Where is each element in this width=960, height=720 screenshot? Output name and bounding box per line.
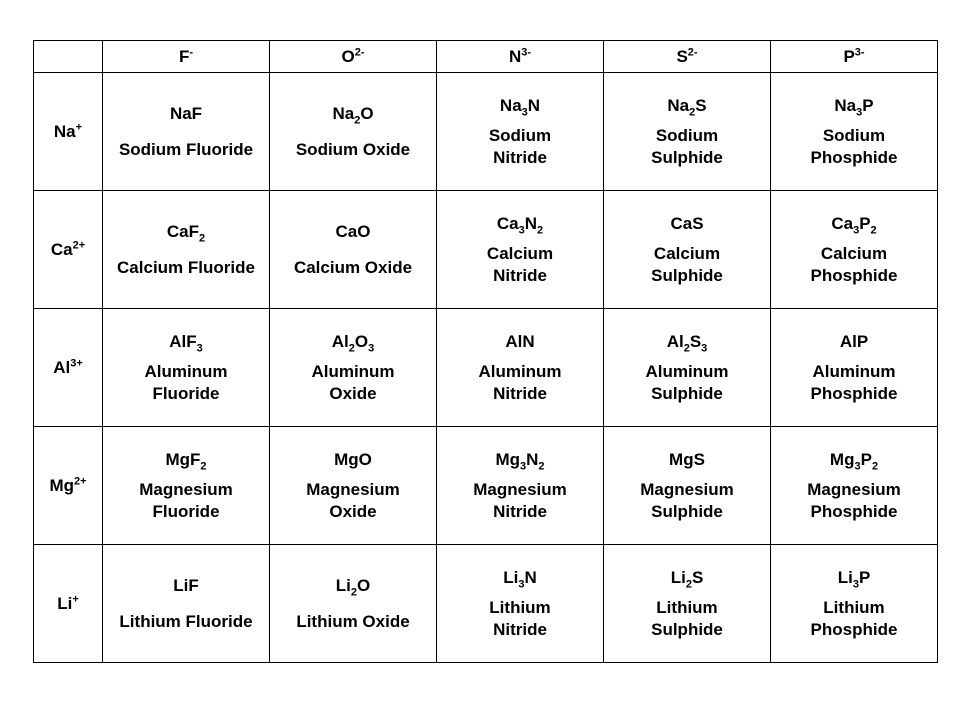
compound-formula	[336, 221, 371, 243]
element-symbol: Mg	[334, 449, 359, 469]
compound-formula	[830, 449, 878, 471]
compound-name-line: Nitride	[493, 265, 547, 285]
element-subscript: 3	[520, 459, 527, 472]
header-row	[34, 41, 938, 73]
element-symbol: Ca	[831, 213, 854, 233]
element-symbol: P	[856, 331, 869, 351]
compound-name-line: Sodium Oxide	[295, 139, 411, 159]
compound-name-line: Sulphide	[651, 147, 723, 167]
element-symbol: Al	[331, 331, 349, 351]
compound-formula	[334, 449, 372, 471]
compound-formula	[840, 331, 868, 353]
element-symbol: Mg	[495, 449, 520, 469]
compound-cell	[771, 191, 938, 309]
compound-name-line: Nitride	[493, 383, 547, 403]
cation-charge: +	[72, 592, 79, 605]
element-subscript: 2	[689, 105, 696, 118]
compound-name	[489, 597, 550, 641]
compound-cell	[437, 309, 604, 427]
compound-formula	[336, 575, 370, 597]
compound-cell	[437, 545, 604, 663]
element-symbol: Na	[499, 95, 522, 115]
compound-formula	[495, 449, 544, 471]
element-symbol: N	[526, 449, 539, 469]
compound-name-line: Calcium Fluoride	[117, 257, 255, 277]
compound-name-line: Fluoride	[152, 383, 220, 403]
cation-symbol: Na	[53, 121, 76, 141]
compound-name	[487, 243, 553, 287]
element-symbol: S	[689, 331, 702, 351]
compound-cell	[270, 73, 437, 191]
cation-header	[34, 545, 103, 663]
cation-symbol: Al	[53, 357, 71, 377]
element-symbol: Li	[837, 567, 853, 587]
compound-name-line: Aluminum	[311, 361, 395, 381]
element-subscript: 2	[200, 459, 207, 472]
element-symbol: Ca	[670, 213, 693, 233]
compound-cell	[604, 309, 771, 427]
compound-formula	[671, 567, 704, 589]
compound-name-line: Aluminum	[144, 361, 228, 381]
element-symbol: Al	[505, 331, 523, 351]
element-symbol: F	[188, 575, 199, 595]
cation-charge: 2+	[74, 474, 87, 487]
compound-name	[294, 257, 412, 279]
element-subscript: 3	[518, 577, 525, 590]
compound-row	[34, 191, 938, 309]
element-symbol: Li	[503, 567, 519, 587]
anion-header	[270, 41, 437, 73]
compound-formula	[669, 449, 705, 471]
anion-header	[604, 41, 771, 73]
element-subscript: 3	[852, 577, 859, 590]
compound-name-line: Calcium Oxide	[293, 257, 413, 277]
cation-symbol: Mg	[49, 475, 74, 495]
compound-cell	[771, 309, 938, 427]
compound-name-line: Lithium Fluoride	[119, 611, 253, 631]
compound-name-line: Sodium Fluoride	[118, 139, 254, 159]
compound-name-line: Nitride	[493, 619, 547, 639]
element-symbol: Na	[834, 95, 857, 115]
element-subscript: 2	[871, 459, 879, 472]
compound-name-line: Magnesium	[807, 479, 901, 499]
compound-formula	[165, 449, 206, 471]
compound-formula	[838, 567, 871, 589]
element-subscript: 2	[350, 585, 357, 598]
element-symbol: Ca	[335, 221, 358, 241]
element-symbol: N	[524, 567, 537, 587]
element-symbol: Al	[169, 331, 187, 351]
table-body	[34, 41, 938, 663]
element-subscript: 2	[348, 341, 355, 354]
compound-name	[645, 361, 728, 405]
compound-name-line: Sodium	[822, 125, 886, 145]
compound-name-line: Sulphide	[651, 383, 723, 403]
compound-name-line: Oxide	[329, 501, 377, 521]
compound-name-line: Lithium	[656, 597, 718, 617]
compound-name-line: Aluminum	[812, 361, 896, 381]
compound-formula	[169, 331, 203, 353]
compound-cell	[437, 191, 604, 309]
element-symbol: O	[354, 331, 369, 351]
element-subscript: 3	[521, 105, 528, 118]
element-symbol: Mg	[829, 449, 855, 469]
compound-cell	[270, 309, 437, 427]
element-symbol: Al	[839, 331, 857, 351]
compound-cell	[604, 73, 771, 191]
element-symbol: Li	[670, 567, 686, 587]
compound-name	[296, 139, 410, 161]
anion-header	[103, 41, 270, 73]
compound-formula	[505, 331, 534, 353]
element-subscript: 3	[196, 341, 203, 354]
compound-formula	[332, 331, 374, 353]
compound-name	[811, 361, 898, 405]
element-symbol: O	[360, 103, 374, 123]
compound-name	[473, 479, 567, 523]
element-subscript: 2	[683, 341, 690, 354]
anion-header	[437, 41, 604, 73]
element-symbol: Li	[335, 575, 351, 595]
compound-name	[651, 125, 723, 169]
compound-name-line: Sodium	[655, 125, 719, 145]
anion-charge: 3-	[854, 45, 865, 58]
cation-symbol: Li	[57, 593, 73, 613]
element-subscript: 2	[870, 223, 877, 236]
element-symbol: N	[524, 213, 537, 233]
element-symbol: F	[186, 331, 197, 351]
compound-name-line: Sulphide	[651, 501, 723, 521]
compound-name-line: Magnesium	[306, 479, 400, 499]
cation-charge: 3+	[70, 356, 83, 369]
compound-cell	[103, 73, 270, 191]
element-subscript: 3	[368, 341, 375, 354]
compound-cell	[270, 545, 437, 663]
compound-name-line: Sulphide	[651, 619, 723, 639]
compound-cell	[771, 73, 938, 191]
element-symbol: S	[695, 95, 707, 115]
element-symbol: Li	[173, 575, 189, 595]
compound-name-line: Magnesium	[640, 479, 734, 499]
compound-name-line: Magnesium	[473, 479, 567, 499]
anion-symbol: S	[676, 46, 688, 66]
corner-cell	[34, 41, 103, 73]
element-symbol: Ca	[496, 213, 519, 233]
element-symbol: Mg	[165, 449, 191, 469]
compound-name	[144, 361, 227, 405]
compound-row	[34, 427, 938, 545]
compound-cell	[437, 427, 604, 545]
cation-header	[34, 309, 103, 427]
compound-name	[807, 479, 901, 523]
element-symbol: Mg	[669, 449, 694, 469]
compound-name-line: Aluminum	[645, 361, 729, 381]
compound-cell	[103, 545, 270, 663]
compound-name-line: Phosphide	[810, 619, 898, 639]
compound-row	[34, 309, 938, 427]
element-symbol: P	[858, 567, 871, 587]
compound-name	[139, 479, 233, 523]
element-symbol: P	[862, 95, 874, 115]
compound-cell	[771, 545, 938, 663]
compound-name-line: Phosphide	[810, 265, 898, 285]
element-symbol: N	[522, 331, 535, 351]
ionic-compounds-table	[33, 40, 938, 663]
compound-formula	[831, 213, 876, 235]
compound-formula	[173, 575, 199, 597]
anion-symbol: F	[178, 46, 190, 66]
anion-charge: 2-	[687, 45, 698, 58]
element-symbol: S	[692, 213, 704, 233]
compound-row	[34, 545, 938, 663]
compound-name-line: Magnesium	[139, 479, 233, 499]
compound-name-line: Calcium	[653, 243, 721, 263]
compound-name-line: Aluminum	[478, 361, 562, 381]
compound-cell	[270, 427, 437, 545]
compound-name-line: Lithium Oxide	[296, 611, 410, 631]
compound-cell	[771, 427, 938, 545]
compound-name-line: Phosphide	[810, 501, 898, 521]
compound-name	[478, 361, 561, 405]
element-symbol: S	[693, 449, 705, 469]
compound-name-line: Phosphide	[810, 383, 898, 403]
compound-cell	[604, 191, 771, 309]
compound-cell	[437, 73, 604, 191]
element-subscript: 3	[854, 459, 861, 472]
anion-charge: -	[189, 45, 194, 58]
compound-name	[119, 611, 252, 633]
compound-cell	[604, 545, 771, 663]
element-subscript: 3	[518, 223, 525, 236]
element-symbol: O	[358, 449, 372, 469]
anion-symbol: P	[843, 46, 855, 66]
element-subscript: 3	[853, 223, 860, 236]
element-symbol: P	[860, 449, 872, 469]
element-subscript: 2	[538, 459, 545, 472]
compound-cell	[103, 427, 270, 545]
compound-formula	[667, 95, 706, 117]
element-subscript: 3	[856, 105, 863, 118]
element-symbol: Na	[332, 103, 355, 123]
compound-name-line: Lithium	[489, 597, 551, 617]
compound-name	[296, 611, 409, 633]
element-symbol: F	[191, 103, 203, 123]
compound-name	[311, 361, 394, 405]
anion-charge: 3-	[521, 45, 532, 58]
compound-formula	[170, 103, 202, 125]
compound-name-line: Calcium	[820, 243, 888, 263]
compound-name	[651, 597, 723, 641]
compound-name	[306, 479, 400, 523]
cation-symbol: Ca	[50, 239, 73, 259]
compound-formula	[503, 567, 537, 589]
compound-name	[811, 243, 898, 287]
compound-name-line: Phosphide	[810, 147, 898, 167]
element-symbol: O	[357, 221, 371, 241]
compound-name	[651, 243, 723, 287]
compound-name-line: Lithium	[823, 597, 885, 617]
compound-formula	[332, 103, 373, 125]
cation-charge: 2+	[72, 238, 86, 251]
compound-name	[640, 479, 734, 523]
compound-cell	[103, 191, 270, 309]
compound-name-line: Oxide	[329, 383, 377, 403]
compound-name-line: Calcium	[486, 243, 554, 263]
compound-name-line: Nitride	[493, 501, 547, 521]
element-symbol: F	[188, 221, 199, 241]
anion-header	[771, 41, 938, 73]
compound-name-line: Sulphide	[651, 265, 723, 285]
compound-cell	[103, 309, 270, 427]
compound-name-line: Nitride	[493, 147, 547, 167]
element-symbol: S	[691, 567, 704, 587]
compound-formula	[167, 221, 205, 243]
element-symbol: P	[859, 213, 871, 233]
element-symbol: Na	[667, 95, 690, 115]
cation-header	[34, 427, 103, 545]
compound-formula	[834, 95, 873, 117]
compound-formula	[670, 213, 703, 235]
compound-name	[811, 597, 898, 641]
element-subscript: 2	[537, 223, 544, 236]
element-symbol: Na	[169, 103, 192, 123]
compound-row	[34, 73, 938, 191]
compound-name-line: Sodium	[488, 125, 552, 145]
compound-name	[119, 139, 253, 161]
compound-formula	[500, 95, 540, 117]
compound-name	[489, 125, 551, 169]
element-symbol: N	[527, 95, 541, 115]
cation-header	[34, 73, 103, 191]
compound-cell	[270, 191, 437, 309]
element-subscript: 2	[354, 113, 361, 126]
element-subscript: 2	[685, 577, 692, 590]
compound-formula	[667, 331, 708, 353]
element-symbol: O	[357, 575, 371, 595]
element-subscript: 2	[199, 231, 206, 244]
compound-name	[117, 257, 255, 279]
element-symbol: Al	[666, 331, 684, 351]
compound-cell	[604, 427, 771, 545]
element-subscript: 3	[701, 341, 708, 354]
element-symbol: F	[190, 449, 201, 469]
anion-symbol: N	[508, 46, 522, 66]
element-symbol: Ca	[166, 221, 189, 241]
compound-formula	[497, 213, 543, 235]
cation-header	[34, 191, 103, 309]
compound-name-line: Fluoride	[152, 501, 220, 521]
anion-symbol: O	[341, 46, 355, 66]
anion-charge: 2-	[354, 45, 365, 58]
cation-charge: +	[75, 120, 83, 133]
compound-name	[811, 125, 898, 169]
